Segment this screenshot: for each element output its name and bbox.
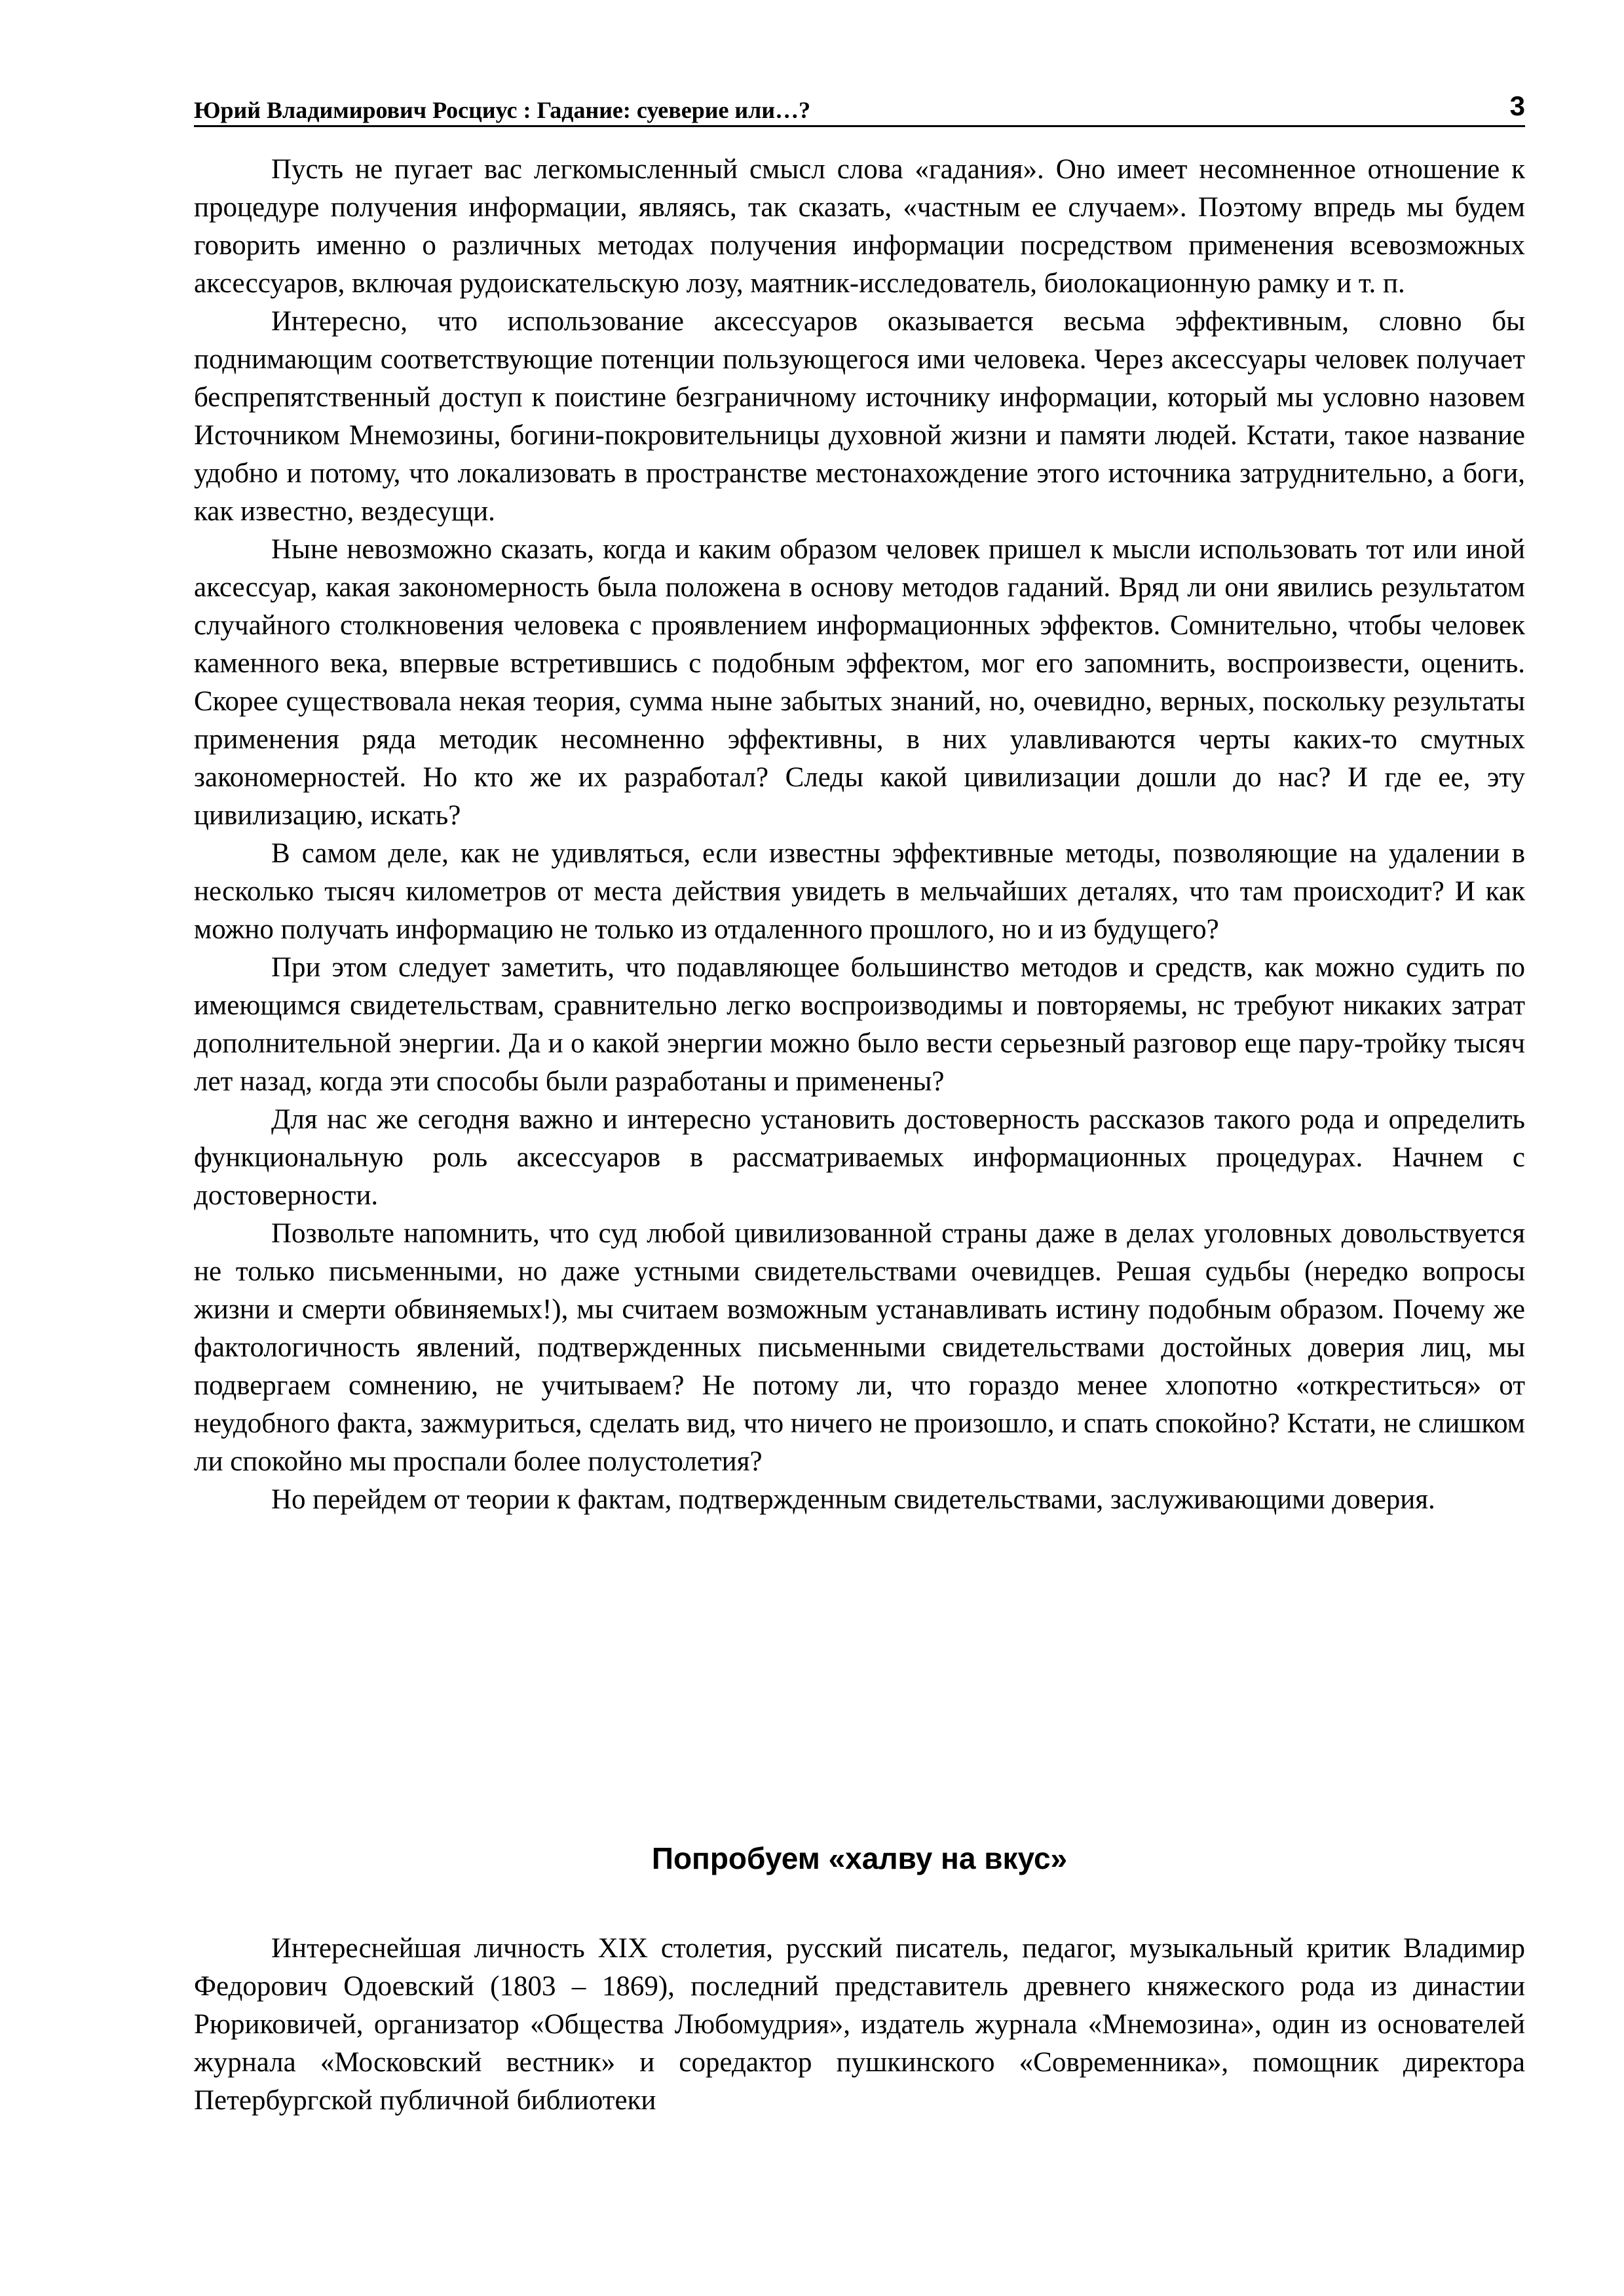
paragraph: При этом следует заметить, что подавляющее большинство методов и средств, как можно судить по имеющимся свидетельствам, сравнительно легко воспроизводимы и повторяемы, нс требуют никаких затрат дополнительной энергии. Да и о какой энергии можно было вести серьезный разговор еще пару-тройку тысяч лет назад, когда эти способы были разработаны и применены? [194, 952, 1525, 1097]
body-text [194, 151, 1525, 1519]
paragraph: Интереснейшая личность XIX столетия, русский писатель, педагог, музыкальный критик Владимир Федорович Одоевский (1803 – 1869), последний представитель древнего княжеского рода из династии Рюриковичей, организатор «Общества Любомудрия», издатель журнала «Мнемозина», один из основателей журнала «Московский вестник» и соредактор пушкинского «Современника», помощник директора Петербургской публичной библиотеки [194, 1933, 1525, 2116]
page-number: 3 [1509, 90, 1525, 121]
header-title: Юрий Владимирович Росциус : Гадание: суеверие или…? [194, 97, 811, 123]
document-page [194, 0, 1525, 2296]
paragraph: Пусть не пугает вас легкомысленный смысл слова «гадания». Оно имеет несомненное отношение к процедуре получения информации, являясь, так сказать, «частным ее случаем». Поэтому впредь мы будем говорить именно о различных методах получения информации посредством применения всевозможных аксессуаров, включая рудоискательскую лозу, маятник-исследователь, биолокационную рамку и т. п. [194, 154, 1525, 299]
section-body [194, 1930, 1525, 2120]
running-header [194, 92, 1525, 127]
section-heading: Попробуем «халву на вкус» [651, 1841, 1068, 1875]
paragraph: Интересно, что использование аксессуаров оказывается весьма эффективным, словно бы поднимающим соответствующие потенции пользующегося ими человека. Через аксессуары человек получает беспрепятственный доступ к поистине безграничному источнику информации, который мы условно назовем Источником Мнемозины, богини-покровительницы духовной жизни и памяти людей. Кстати, такое название удобно и потому, что локализовать в пространстве местонахождение этого источника затруднительно, а боги, как известно, вездесущи. [194, 306, 1525, 527]
paragraph: Ныне невозможно сказать, когда и каким образом человек пришел к мысли использовать тот или иной аксессуар, какая закономерность была положена в основу методов гаданий. Вряд ли они явились результатом случайного столкновения человека с проявлением информационных эффектов. Сомнительно, чтобы человек каменного века, впервые встретившись с подобным эффектом, мог его запомнить, воспроизвести, оценить. Скорее существовала некая теория, сумма ныне забытых знаний, но, очевидно, верных, поскольку результаты применения ряда методик несомненно эффективны, в них улавливаются черты каких-то смутных закономерностей. Но кто же их разработал? Следы какой цивилизации дошли до нас? И где ее, эту цивилизацию, искать? [194, 534, 1525, 831]
paragraph: Для нас же сегодня важно и интересно установить достоверность рассказов такого рода и определить функциональную роль аксессуаров в рассматриваемых информационных процедурах. Начнем с достоверности. [194, 1104, 1525, 1211]
paragraph: Позвольте напомнить, что суд любой цивилизованной страны даже в делах уголовных довольствуется не только письменными, но даже устными свидетельствами очевидцев. Решая судьбы (нередко вопросы жизни и смерти обвиняемых!), мы считаем возможным устанавливать истину подобным образом. Почему же фактологичность явлений, подтвержденных письменными свидетельствами достойных доверия лиц, мы подвергаем сомнению, не учитываем? Не потому ли, что гораздо менее хлопотно «откреститься» от неудобного факта, зажмуриться, сделать вид, что ничего не произошло, и спать спокойно? Кстати, не слишком ли спокойно мы проспали более полустолетия? [194, 1218, 1525, 1477]
paragraph: Но перейдем от теории к фактам, подтвержденным свидетельствами, заслуживающими доверия. [271, 1484, 1435, 1515]
paragraph: В самом деле, как не удивляться, если известны эффективные методы, позволяющие на удалении в несколько тысяч километров от места действия увидеть в мельчайших деталях, что там происходит? И как можно получать информацию не только из отдаленного прошлого, но и из будущего? [194, 838, 1525, 945]
